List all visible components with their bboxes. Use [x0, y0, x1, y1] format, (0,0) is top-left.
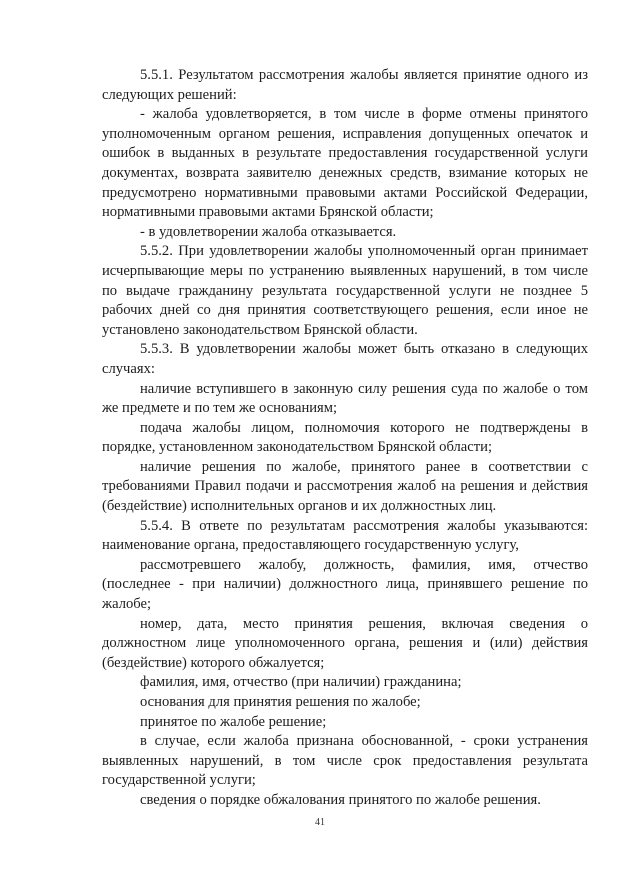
paragraph-5-5-2: 5.5.2. При удовлетворении жалобы уполномоченный орган принимает исчерпывающие меры по устранению выявленных нарушений, в том числе по выдаче гражданину результата государственной услуги не позднее 5 рабочих дней со дня принятия соответствующего решения, если иное не установлено законодательством Брянской области. [102, 243, 588, 338]
paragraph-5-5-3: 5.5.3. В удовлетворении жалобы может быть отказано в следующих случаях: [102, 341, 588, 377]
paragraph-official-info: рассмотревшего жалобу, должность, фамилия, имя, отчество (последнее - при наличии) должностного лица, принявшего решение по жалобе; [102, 556, 588, 613]
paragraph-complaint-satisfied: - жалоба удовлетворяется, в том числе в форме отмены принятого уполномоченным органом решения, исправления допущенных опечаток и ошибок в выданных в результате предоставления государственной услуги документах, возврата заявителю денежных средств, взимание которых не предусмотрено нормативными правовыми актами Российской Федерации, нормативными правовыми актами Брянской области; [102, 106, 588, 221]
paragraph-decision-details: номер, дата, место принятия решения, включая сведения о должностном лице уполномоченного органа, решения и (или) действия (бездействие) которого обжалуется; [102, 615, 588, 671]
paragraph-court-decision: наличие вступившего в законную силу решения суда по жалобе о том же предмете и по тем же основаниям; [102, 380, 588, 417]
paragraph-citizen-name: фамилия, имя, отчество (при наличии) гражданина; [140, 674, 462, 691]
paragraph-unconfirmed-authority: подача жалобы лицом, полномочия которого не подтверждены в порядке, установленном законодательством Брянской области; [102, 419, 588, 456]
paragraph-decision-grounds: основания для принятия решения по жалобе; [140, 694, 421, 710]
paragraph-appeal-procedure: сведения о порядке обжалования принятого по жалобе решения. [140, 791, 541, 808]
paragraph-prior-decision: наличие решения по жалобе, принятого ранее в соответствии с требованиями Правил подачи и рассмотрения жалоб на решения и действия (бездействие) исполнительных органов и их должностных лиц. [102, 458, 588, 515]
paragraph-decision-made: принятое по жалобе решение; [140, 713, 327, 730]
paragraph-5-5-4: 5.5.4. В ответе по результатам рассмотрения жалобы указываются: наименование органа, предоставляющего государственную услугу, [102, 517, 588, 554]
paragraph-complaint-rejected: - в удовлетворении жалоба отказывается. [140, 223, 397, 240]
paragraph-remedy-terms: в случае, если жалоба признана обоснованной, - сроки устранения выявленных нарушений, в том числе срок предоставления результата государственной услуги; [102, 733, 588, 789]
page-number: 41 [315, 817, 325, 828]
paragraph-5-5-1: 5.5.1. Результатом рассмотрения жалобы является принятие одного из следующих решений: [102, 67, 588, 103]
document-body [102, 66, 588, 811]
